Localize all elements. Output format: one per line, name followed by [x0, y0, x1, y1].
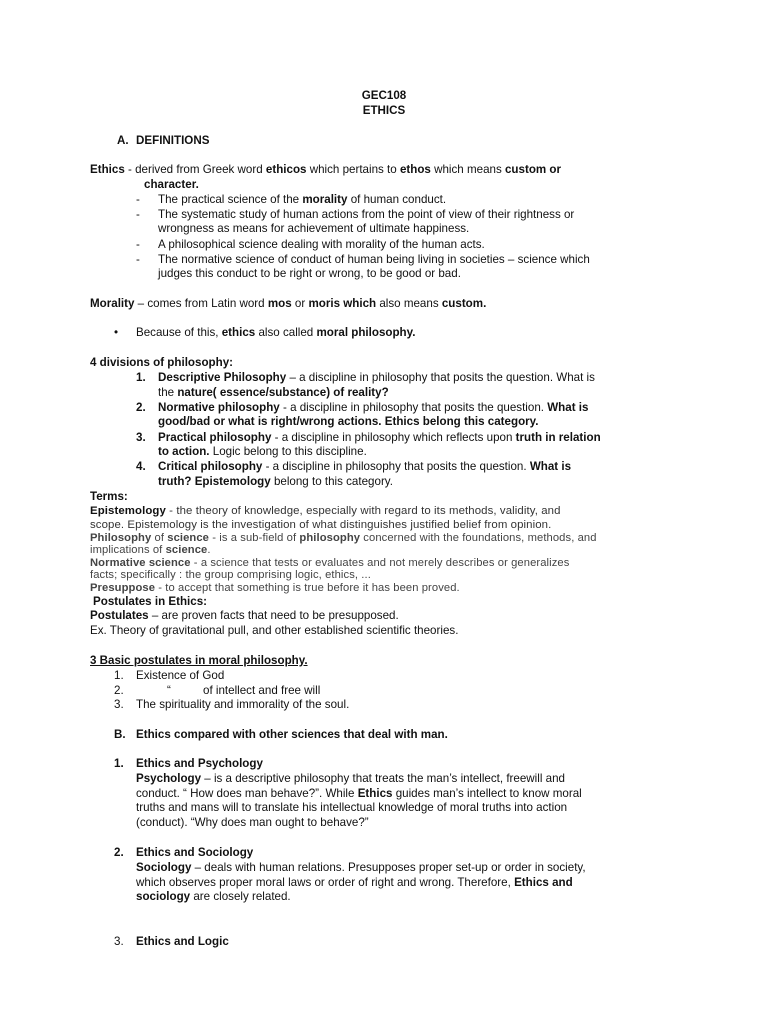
ditto-mark: “	[167, 684, 171, 697]
division-4: Critical philosophy - a discipline in philosophy that posits the question. What is	[158, 460, 572, 473]
ethics-point-1: The practical science of the morality of human conduct.	[158, 193, 447, 206]
basic-postulate-3: The spirituality and immorality of the soul.	[136, 698, 350, 711]
document-title: ETHICS	[362, 104, 406, 117]
section-b-marker: B.	[114, 728, 126, 741]
dash-marker: -	[136, 253, 140, 266]
term-normative-science-cont: facts; specifically : the group comprising logic, ethics, ...	[90, 569, 371, 581]
dash-marker: -	[136, 193, 140, 206]
term-philosophy-of-science: Philosophy of science - is a sub-field of philosophy concerned with the foundations, methods, and	[90, 532, 597, 544]
list-number: 4.	[136, 460, 146, 473]
ethics-point-4: The normative science of conduct of human being living in societies – science which	[158, 253, 590, 266]
list-number: 1.	[114, 757, 124, 770]
section-a-marker: A.	[117, 134, 129, 147]
compare-heading-logic: Ethics and Logic	[136, 935, 229, 948]
basic-postulate-1: Existence of God	[136, 669, 225, 682]
section-a-heading: DEFINITIONS	[136, 134, 210, 147]
ethics-point-2-cont: wrongness as means for achievement of ultimate happiness.	[158, 222, 470, 235]
course-code: GEC108	[361, 89, 407, 102]
list-number: 1.	[114, 669, 124, 682]
psychology-text-cont: (conduct). “Why does man ought to behave?”	[136, 816, 369, 829]
postulates-example: Ex. Theory of gravitational pull, and other established scientific theories.	[90, 624, 459, 637]
psychology-text-cont: truths and mans will to translate his intellectual knowledge of moral truths into action	[136, 801, 568, 814]
sociology-text: Sociology – deals with human relations. Presupposes proper set-up or order in society,	[136, 861, 586, 874]
basic-postulate-2: of intellect and free will	[203, 684, 321, 697]
division-4-cont: truth? Epistemology belong to this category.	[158, 475, 393, 488]
list-number: 3.	[136, 431, 146, 444]
term-epistemology: Epistemology - the theory of knowledge, especially with regard to its methods, validity, and	[90, 505, 561, 517]
list-number: 2.	[114, 684, 124, 697]
psychology-text-cont: conduct. “ How does man behave?”. While Ethics guides man’s intellect to know moral	[136, 787, 582, 800]
compare-heading-sociology: Ethics and Sociology	[136, 846, 254, 859]
division-2-cont: good/bad or what is right/wrong actions. Ethics belong this category.	[158, 415, 539, 428]
ethics-point-4-cont: judges this conduct to be right or wrong, to be good or bad.	[158, 267, 461, 280]
term-philosophy-of-science-cont: implications of science.	[90, 544, 211, 556]
compare-heading-psychology: Ethics and Psychology	[136, 757, 263, 770]
morality-definition: Morality – comes from Latin word mos or moris which also means custom.	[90, 297, 487, 310]
section-b-heading: Ethics compared with other sciences that deal with man.	[136, 728, 448, 741]
ethics-point-3: A philosophical science dealing with morality of the human acts.	[158, 238, 485, 251]
list-number: 2.	[136, 401, 146, 414]
division-1-cont: the nature( essence/substance) of reality?	[158, 386, 389, 399]
term-presuppose: Presuppose - to accept that something is true before it has been proved.	[90, 582, 460, 594]
ethics-definition: Ethics - derived from Greek word ethicos which pertains to ethos which means custom or	[90, 163, 562, 176]
list-number: 3.	[114, 698, 124, 711]
dash-marker: -	[136, 238, 140, 251]
division-1: Descriptive Philosophy – a discipline in philosophy that posits the question. What is	[158, 371, 595, 384]
list-number: 2.	[114, 846, 124, 859]
term-epistemology-cont: scope. Epistemology is the investigation of what distinguishes justified belief from opinion.	[90, 519, 552, 531]
list-number: 3.	[114, 935, 124, 948]
list-number: 1.	[136, 371, 146, 384]
dash-marker: -	[136, 208, 140, 221]
division-2: Normative philosophy - a discipline in philosophy that posits the question. What is	[158, 401, 589, 414]
division-3: Practical philosophy - a discipline in philosophy which reflects upon truth in relation	[158, 431, 601, 444]
sociology-text-cont: which observes proper moral laws or order of right and wrong. Therefore, Ethics and	[136, 876, 573, 889]
bullet-icon: •	[114, 326, 119, 339]
psychology-text: Psychology – is a descriptive philosophy that treats the man’s intellect, freewill and	[136, 772, 565, 785]
postulates-definition: Postulates – are proven facts that need to be presupposed.	[90, 609, 399, 622]
term-normative-science: Normative science - a science that tests or evaluates and not merely describes or generalizes	[90, 557, 570, 569]
division-3-cont: to action. Logic belong to this discipline.	[158, 445, 367, 458]
ethics-point-2: The systematic study of human actions from the point of view of their rightness or	[158, 208, 575, 221]
terms-heading: Terms:	[90, 490, 128, 503]
divisions-heading: 4 divisions of philosophy:	[90, 356, 233, 369]
postulates-heading: Postulates in Ethics:	[93, 595, 208, 608]
moral-philosophy-note: Because of this, ethics also called moral philosophy.	[136, 326, 416, 339]
basic-postulates-heading: 3 Basic postulates in moral philosophy.	[90, 654, 308, 667]
sociology-text-cont: sociology are closely related.	[136, 890, 291, 903]
ethics-definition-cont: character.	[144, 178, 199, 191]
